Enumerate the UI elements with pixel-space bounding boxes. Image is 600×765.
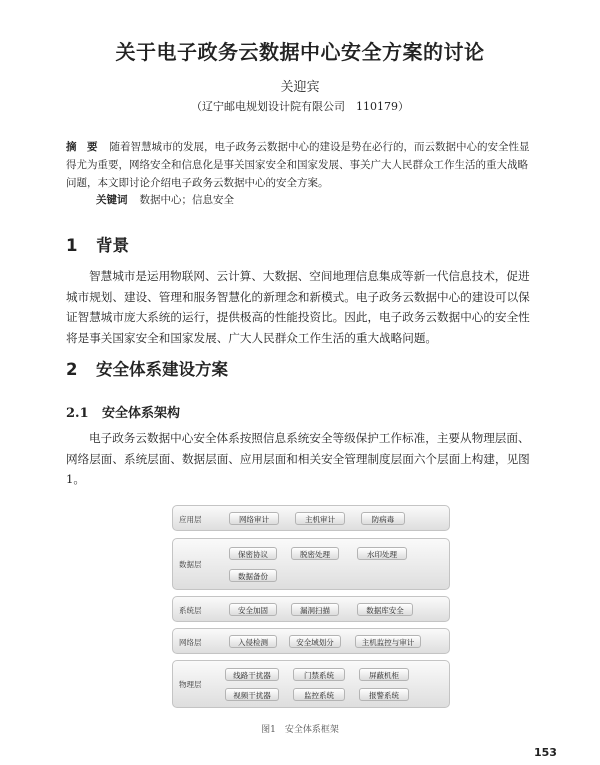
figure-caption: 图1 安全体系框架 xyxy=(261,725,339,735)
section-1-heading xyxy=(66,232,129,256)
section-2-heading xyxy=(66,356,228,380)
layer-physical xyxy=(172,660,450,708)
abstract-label: 摘 要 xyxy=(66,141,98,153)
layer-item: 入侵检测 xyxy=(229,635,277,648)
section-2-number: 2 xyxy=(66,360,78,379)
abstract xyxy=(66,138,536,192)
section-2-title: 安全体系建设方案 xyxy=(96,360,228,379)
keywords-label: 关键词 xyxy=(96,194,128,206)
section-2-1-title: 安全体系架构 xyxy=(102,406,181,421)
layer-system xyxy=(172,596,450,622)
layer-item: 漏洞扫描 xyxy=(291,603,339,616)
layer-item: 安全加固 xyxy=(229,603,277,616)
keywords xyxy=(96,192,234,207)
layer-item: 门禁系统 xyxy=(293,668,345,681)
layer-application xyxy=(172,505,450,531)
section-2-1-number: 2.1 xyxy=(66,406,89,421)
section-1-number: 1 xyxy=(66,236,78,255)
layer-item: 视频干扰器 xyxy=(225,688,279,701)
layer-name: 应用层 xyxy=(179,515,202,524)
section-2-1-paragraph: 电子政务云数据中心安全体系按照信息系统安全等级保护工作标准，主要从物理层面、网络层面、系统层面、数据层面、应用层面和相关安全管理制度层面六个层面上构建，见图1。 xyxy=(66,431,530,486)
section-2-1-heading xyxy=(66,402,180,421)
page-number: 153 xyxy=(534,746,557,759)
section-1-title: 背景 xyxy=(96,236,129,255)
layer-item: 脱密处理 xyxy=(291,547,339,560)
layer-item: 主机审计 xyxy=(295,512,345,525)
layer-name: 物理层 xyxy=(179,680,202,689)
keywords-text: 数据中心；信息安全 xyxy=(139,194,234,206)
layer-item: 报警系统 xyxy=(359,688,409,701)
layer-item: 网络审计 xyxy=(229,512,279,525)
affiliation: （辽宁邮电规划设计院有限公司 110179） xyxy=(191,100,409,113)
layer-item: 安全域划分 xyxy=(289,635,341,648)
layer-item: 数据备份 xyxy=(229,569,277,582)
layer-name: 网络层 xyxy=(179,638,202,647)
abstract-text: 随着智慧城市的发展，电子政务云数据中心的建设是势在必行的，而云数据中心的安全性显得尤为重要，网络安全和信息化是事关国家安全和国家发展、事关广大人民群众工作生活的重大战略问题，本文即讨论介绍电子政务云数据中心的安全方案。 xyxy=(66,141,530,189)
layer-item: 主机监控与审计 xyxy=(355,635,421,648)
layer-item: 监控系统 xyxy=(293,688,345,701)
layer-item: 保密协议 xyxy=(229,547,277,560)
paper-title: 关于电子政务云数据中心安全方案的讨论 xyxy=(115,40,485,64)
layer-item: 屏蔽机柜 xyxy=(359,668,409,681)
layer-item: 数据库安全 xyxy=(357,603,413,616)
layer-name: 系统层 xyxy=(179,606,202,615)
layer-item: 防病毒 xyxy=(361,512,405,525)
section-1-paragraph: 智慧城市是运用物联网、云计算、大数据、空间地理信息集成等新一代信息技术，促进城市规划、建设、管理和服务智慧化的新理念和新模式。电子政务云数据中心的建设可以保证智慧城市庞大系统的运行，提供极高的性能投资比。因此，电子政务云数据中心的安全性将是事关国家安全和国家发展、广大人民群众工作生活的重大战略问题。 xyxy=(66,269,530,345)
layer-data xyxy=(172,538,450,590)
layer-item: 线路干扰器 xyxy=(225,668,279,681)
layer-network xyxy=(172,628,450,654)
layer-item: 水印处理 xyxy=(357,547,407,560)
security-architecture-figure xyxy=(172,503,450,711)
author-name: 关迎宾 xyxy=(280,80,320,95)
layer-name: 数据层 xyxy=(179,560,202,569)
